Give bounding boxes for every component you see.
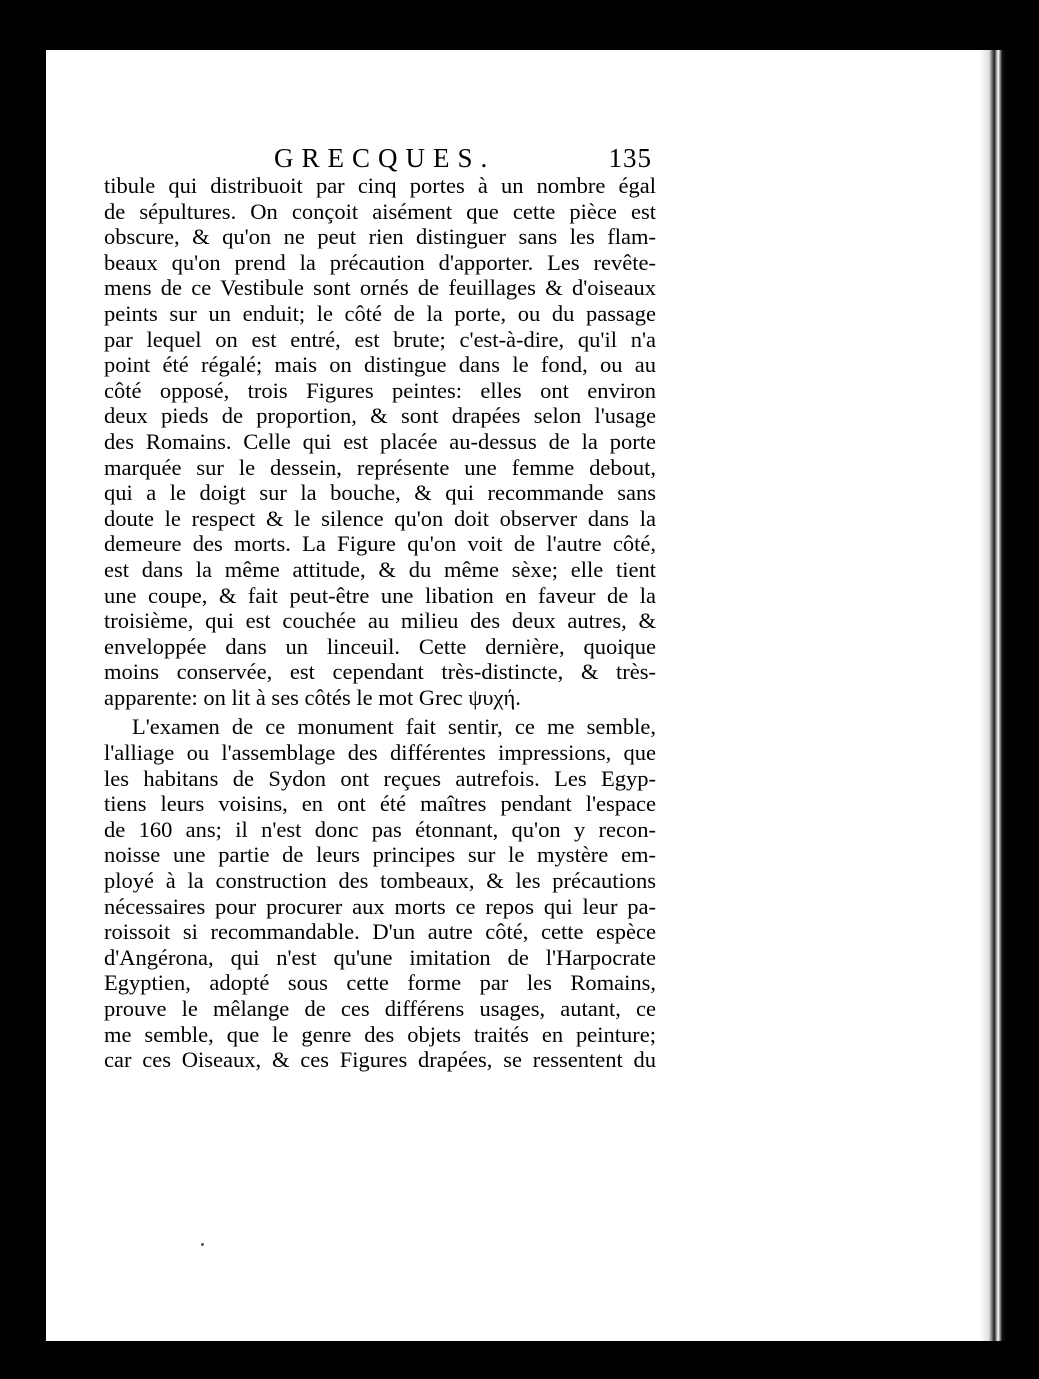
- text-line: Egyptien, adopté sous cette forme par les Romains,: [104, 970, 656, 996]
- text-line: ployé à la construction des tombeaux, & les précautions: [104, 868, 656, 894]
- text-line: demeure des morts. La Figure qu'on voit de l'autre côté,: [104, 531, 656, 557]
- text-line: troisième, qui est couchée au milieu des deux autres, &: [104, 608, 656, 634]
- text-line: tibule qui distribuoit par cinq portes à un nombre égal: [104, 173, 656, 198]
- text-line: moins conservée, est cependant très-distincte, & très-: [104, 659, 656, 685]
- text-line: enveloppée dans un linceuil. Cette dernière, quoique: [104, 633, 656, 659]
- ink-speck: [201, 1243, 204, 1246]
- body-text: [104, 173, 656, 1073]
- text-line: roissoit si recommandable. D'un autre côté, cette espèce: [104, 919, 656, 945]
- text-line: une coupe, & fait peut-être une libation en faveur de la: [104, 582, 656, 608]
- text-line: noisse une partie de leurs principes sur le mystère em-: [104, 842, 656, 868]
- text-line: qui a le doigt sur la bouche, & qui recommande sans: [104, 480, 656, 506]
- text-line: L'examen de ce monument fait sentir, ce me semble,: [132, 714, 656, 740]
- text-line: doute le respect & le silence qu'on doit observer dans la: [104, 505, 656, 531]
- text-line: peints sur un enduit; le côté de la porte, ou du passage: [104, 300, 656, 326]
- text-line: point été régalé; mais on distingue dans le fond, ou au: [104, 352, 656, 378]
- text-line: deux pieds de proportion, & sont drapées selon l'usage: [104, 403, 656, 429]
- text-line: de sépultures. On conçoit aisément que cette pièce est: [104, 198, 656, 224]
- text-line: prouve le mêlange de ces différens usages, autant, ce: [104, 996, 656, 1021]
- text-line: des Romains. Celle qui est placée au-dessus de la porte: [104, 428, 656, 454]
- running-head: [104, 143, 656, 177]
- text-line: côté opposé, trois Figures peintes: elles ont environ: [104, 377, 656, 403]
- text-line: obscure, & qu'on ne peut rien distinguer sans les flam-: [104, 224, 656, 250]
- page-number: 135: [608, 143, 652, 173]
- text-line: d'Angérona, qui n'est qu'une imitation de l'Harpocrate: [104, 944, 656, 970]
- text-line: tiens leurs voisins, en ont été maîtres pendant l'espace: [104, 791, 656, 817]
- text-line: apparente: on lit à ses côtés le mot Grec ψυχή.: [104, 684, 521, 710]
- text-line: marquée sur le dessein, représente une femme debout,: [104, 454, 656, 480]
- text-line: les habitans de Sydon ont reçues autrefois. Les Egyp-: [104, 765, 656, 791]
- text-line: nécessaires pour procurer aux morts ce repos qui leur pa-: [104, 893, 656, 919]
- running-title: GRECQUES.: [274, 143, 496, 173]
- text-line: de 160 ans; il n'est donc pas étonnant, qu'on y recon-: [104, 816, 656, 842]
- text-line: me semble, que le genre des objets traités en peinture;: [104, 1021, 656, 1047]
- text-line: l'alliage ou l'assemblage des différentes impressions, que: [104, 740, 656, 766]
- text-line: par lequel on est entré, est brute; c'est-à-dire, qu'il n'a: [104, 326, 656, 352]
- text-line: mens de ce Vestibule sont ornés de feuillages & d'oiseaux: [104, 275, 656, 301]
- text-line: car ces Oiseaux, & ces Figures drapées, se ressentent du: [104, 1047, 656, 1073]
- page-edge-shadow: [980, 50, 1006, 1341]
- text-line: est dans la même attitude, & du même sèxe; elle tient: [104, 556, 656, 582]
- text-line: beaux qu'on prend la précaution d'apporter. Les revête-: [104, 249, 656, 275]
